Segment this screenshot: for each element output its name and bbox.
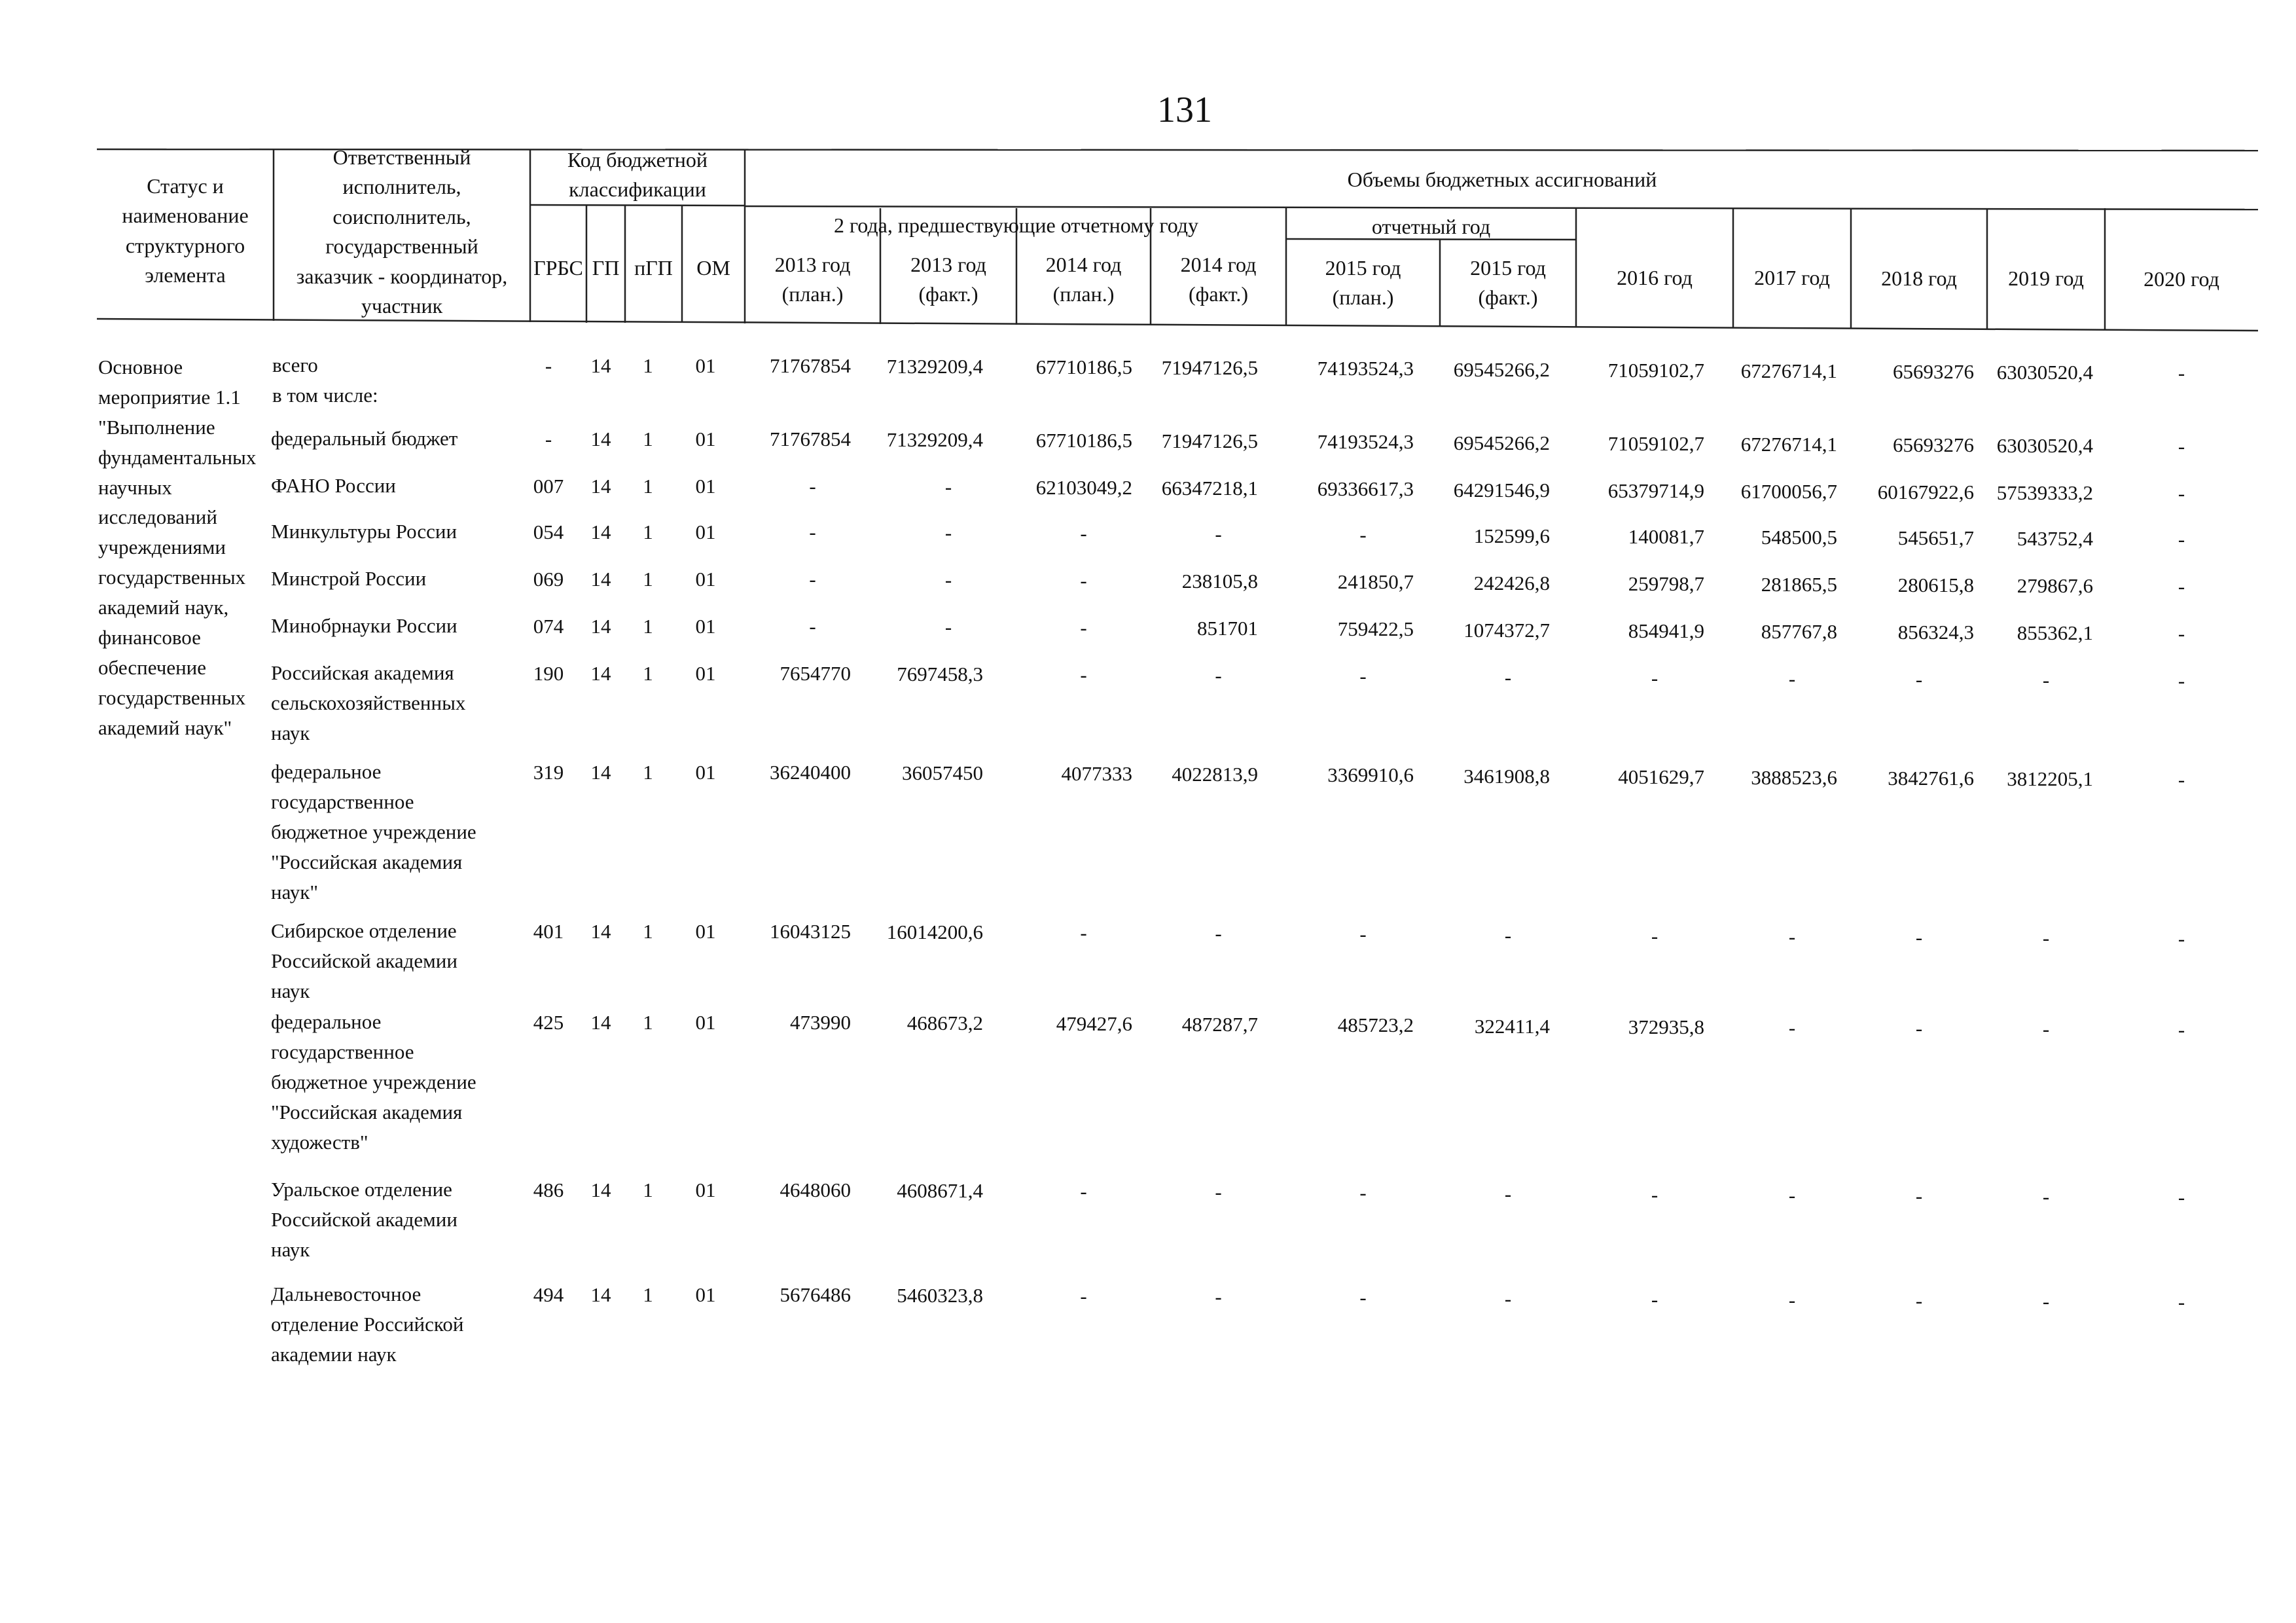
row-value-8: 65693276: [1893, 433, 1974, 456]
row-value-8: 545651,7: [1897, 526, 1974, 549]
row-value-4: 74193524,3: [1317, 430, 1414, 453]
row-pgp: 1: [643, 761, 653, 784]
row-value-4: 241850,7: [1337, 570, 1414, 593]
row-value-5: 152599,6: [1473, 524, 1550, 547]
row-participant-label: Минкультуры России: [271, 520, 457, 543]
row-value-9: 855362,1: [2017, 621, 2093, 644]
header-year-2: 2014 год (план.): [1045, 253, 1122, 306]
row-value-10: -: [2178, 927, 2185, 950]
row-value-9: 63030520,4: [1996, 434, 2093, 457]
row-value-7: -: [1788, 1016, 1796, 1039]
row-om: 01: [695, 428, 716, 450]
row-participant-label: федеральное государственное бюджетное учреждение "Российская академия художеств": [271, 1010, 476, 1154]
row-value-2: -: [1080, 569, 1087, 592]
row-value-4: -: [1359, 665, 1367, 687]
row-value-1: -: [944, 568, 952, 591]
row-value-7: -: [1788, 925, 1796, 948]
row-value-4: -: [1359, 523, 1367, 546]
row-value-5: -: [1504, 1287, 1512, 1310]
row-value-5: 69545266,2: [1453, 431, 1550, 454]
row-grbs: 054: [533, 520, 564, 543]
row-value-9: 543752,4: [2017, 527, 2093, 550]
row-gp: 14: [590, 920, 611, 943]
row-value-4: 74193524,3: [1317, 357, 1414, 380]
row-value-7: -: [1788, 667, 1796, 690]
row-value-2: 67710186,5: [1035, 429, 1132, 452]
row-value-9: -: [2042, 1017, 2050, 1040]
row-value-0: -: [809, 475, 816, 498]
row-value-0: 71767854: [770, 354, 851, 377]
row-value-0: 36240400: [770, 761, 851, 784]
row-value-1: 71329209,4: [886, 355, 983, 378]
row-value-3: 851701: [1197, 617, 1258, 640]
row-value-5: 3461908,8: [1463, 765, 1550, 788]
row-value-10: -: [2178, 1290, 2185, 1313]
row-gp: 14: [590, 615, 611, 638]
row-value-0: -: [809, 568, 816, 591]
row-value-0: 71767854: [770, 428, 851, 450]
row-value-0: -: [809, 615, 816, 638]
row-value-2: -: [1080, 1180, 1087, 1203]
row-value-1: 7697458,3: [897, 663, 983, 685]
row-grbs: 319: [533, 761, 564, 784]
row-gp: 14: [590, 1011, 611, 1034]
row-pgp: 1: [643, 354, 653, 377]
header-year-10: 2020 год: [2144, 267, 2219, 291]
row-participant-label: Российская академия сельскохозяйственных наук: [271, 661, 466, 744]
row-value-8: -: [1915, 926, 1923, 949]
row-participant-label: Минобрнауки России: [271, 614, 457, 637]
row-value-6: -: [1651, 666, 1659, 689]
row-gp: 14: [590, 1283, 611, 1306]
row-pgp: 1: [643, 568, 653, 591]
row-grbs: 074: [533, 615, 564, 638]
row-value-5: -: [1504, 666, 1512, 689]
row-value-8: -: [1915, 1184, 1923, 1207]
row-value-10: -: [2178, 1186, 2185, 1209]
row-value-1: 16014200,6: [886, 921, 983, 943]
row-value-3: 238105,8: [1181, 570, 1258, 593]
row-value-8: -: [1915, 668, 1923, 691]
row-value-1: -: [944, 475, 952, 498]
row-value-7: 857767,8: [1761, 620, 1837, 643]
row-value-4: 69336617,3: [1317, 477, 1414, 500]
row-pgp: 1: [643, 1011, 653, 1034]
row-value-7: 61700056,7: [1740, 480, 1837, 503]
row-value-6: -: [1651, 1288, 1659, 1311]
row-value-5: 1074372,7: [1463, 619, 1550, 642]
header-year-6: 2016 год: [1617, 266, 1693, 289]
row-grbs: 425: [533, 1011, 564, 1034]
row-value-10: -: [2178, 622, 2185, 645]
row-value-3: 71947126,5: [1161, 356, 1258, 379]
header-year-1: 2013 год (факт.): [910, 253, 986, 306]
row-om: 01: [695, 662, 716, 685]
header-pgp: пГП: [634, 256, 673, 280]
row-value-3: 66347218,1: [1161, 477, 1258, 500]
row-om: 01: [695, 1178, 716, 1201]
row-value-8: 65693276: [1893, 360, 1974, 383]
row-participant-label: федеральное государственное бюджетное учреждение "Российская академия наук": [271, 760, 476, 903]
row-value-7: 67276714,1: [1740, 359, 1837, 382]
row-participant-label: Дальневосточное отделение Российской академии наук: [271, 1283, 464, 1366]
row-value-10: -: [2178, 768, 2185, 791]
header-subrule-1: [745, 206, 2258, 210]
row-value-5: 322411,4: [1474, 1015, 1550, 1038]
row-gp: 14: [590, 568, 611, 591]
row-value-2: -: [1080, 522, 1087, 545]
row-grbs: 069: [533, 568, 564, 591]
row-value-10: -: [2178, 435, 2185, 458]
row-value-7: 281865,5: [1761, 573, 1837, 596]
header-year-9: 2019 год: [2008, 266, 2084, 290]
row-value-2: -: [1080, 921, 1087, 944]
row-value-4: 3369910,6: [1327, 763, 1414, 786]
row-om: 01: [695, 475, 716, 498]
row-value-6: 65379714,9: [1607, 479, 1704, 502]
row-value-10: -: [2178, 528, 2185, 551]
row-value-6: 4051629,7: [1618, 765, 1704, 788]
row-value-9: -: [2042, 1185, 2050, 1208]
row-value-0: 16043125: [770, 920, 851, 943]
row-pgp: 1: [643, 428, 653, 450]
row-value-4: -: [1359, 1181, 1367, 1204]
header-report-year: отчетный год: [1371, 215, 1491, 238]
header-year-5: 2015 год (факт.): [1470, 256, 1546, 310]
row-value-7: 3888523,6: [1751, 766, 1837, 789]
code-subrule: [530, 205, 745, 206]
row-pgp: 1: [643, 475, 653, 498]
row-value-8: -: [1915, 1289, 1923, 1312]
structural-element-status: Основное мероприятие 1.1 "Выполнение фундаментальных научных исследований учреждениями государственных академий наук, финансовое обеспечение государственных академий наук": [98, 356, 257, 739]
row-value-6: 140081,7: [1628, 525, 1704, 548]
row-value-2: -: [1080, 1285, 1087, 1307]
row-om: 01: [695, 761, 716, 784]
row-gp: 14: [590, 761, 611, 784]
row-value-7: -: [1788, 1184, 1796, 1207]
row-pgp: 1: [643, 1178, 653, 1201]
row-value-4: -: [1359, 1286, 1367, 1309]
row-value-5: 69545266,2: [1453, 358, 1550, 381]
row-grbs: 401: [533, 920, 564, 943]
row-value-8: 280615,8: [1897, 574, 1974, 596]
header-year-7: 2017 год: [1754, 266, 1830, 289]
row-value-0: 4648060: [780, 1178, 851, 1201]
row-value-6: -: [1651, 1183, 1659, 1206]
row-grbs: 190: [533, 662, 564, 685]
row-value-4: -: [1359, 922, 1367, 945]
row-participant-label: Уральское отделение Российской академии наук: [271, 1178, 457, 1261]
row-value-0: -: [809, 520, 816, 543]
row-value-9: -: [2042, 926, 2050, 949]
header-year-4: 2015 год (план.): [1325, 256, 1401, 310]
row-value-6: 71059102,7: [1607, 432, 1704, 455]
row-participant-label: всего в том числе:: [272, 354, 378, 407]
header-om: ОМ: [696, 256, 730, 280]
row-om: 01: [695, 1283, 716, 1306]
row-value-10: -: [2178, 669, 2185, 692]
row-value-3: -: [1215, 922, 1222, 945]
row-value-5: -: [1504, 1182, 1512, 1205]
header-year-0: 2013 год (план.): [774, 253, 851, 306]
row-om: 01: [695, 520, 716, 543]
row-om: 01: [695, 354, 716, 377]
row-om: 01: [695, 920, 716, 943]
row-participant-label: Минстрой России: [271, 567, 427, 590]
row-value-1: 4608671,4: [897, 1179, 983, 1202]
row-value-7: 67276714,1: [1740, 433, 1837, 456]
row-value-8: -: [1915, 1017, 1923, 1040]
header-grbs: ГРБС: [533, 256, 583, 280]
row-pgp: 1: [643, 615, 653, 638]
row-gp: 14: [590, 662, 611, 685]
header-year-8: 2018 год: [1881, 266, 1957, 290]
row-value-8: 3842761,6: [1888, 767, 1974, 790]
header-status: Статус и наименование структурного элемента: [122, 174, 249, 287]
row-value-2: 479427,6: [1056, 1012, 1132, 1035]
header-budget-code: Код бюджетной классификации: [567, 148, 708, 202]
row-value-3: 4022813,9: [1172, 763, 1258, 786]
row-value-4: 485723,2: [1337, 1013, 1414, 1036]
row-value-10: -: [2178, 575, 2185, 598]
row-value-2: -: [1080, 616, 1087, 639]
row-value-2: -: [1080, 663, 1087, 686]
row-value-6: 372935,8: [1628, 1015, 1704, 1038]
row-value-9: 63030520,4: [1996, 361, 2093, 384]
row-value-6: 259798,7: [1628, 572, 1704, 595]
row-participant-label: ФАНО России: [271, 474, 396, 497]
row-value-7: 548500,5: [1761, 526, 1837, 549]
row-value-2: 62103049,2: [1035, 476, 1132, 499]
row-gp: 14: [590, 354, 611, 377]
row-grbs: -: [545, 354, 552, 377]
row-value-5: 242426,8: [1473, 572, 1550, 594]
row-pgp: 1: [643, 920, 653, 943]
row-value-7: -: [1788, 1288, 1796, 1311]
row-value-1: 468673,2: [906, 1012, 983, 1034]
row-value-9: -: [2042, 668, 2050, 691]
row-value-3: -: [1215, 522, 1222, 545]
row-value-10: -: [2178, 361, 2185, 384]
row-participant-label: федеральный бюджет: [271, 427, 458, 450]
page-number: 131: [1157, 90, 1212, 130]
header-year-3: 2014 год (факт.): [1180, 253, 1257, 306]
row-gp: 14: [590, 520, 611, 543]
row-om: 01: [695, 568, 716, 591]
row-value-8: 856324,3: [1897, 621, 1974, 644]
row-value-0: 473990: [790, 1011, 851, 1034]
row-pgp: 1: [643, 520, 653, 543]
row-value-9: 3812205,1: [2007, 767, 2093, 790]
header-two-years: 2 года, предшествующие отчетному году: [833, 213, 1199, 237]
row-pgp: 1: [643, 662, 653, 685]
header-volumes: Объемы бюджетных ассигнований: [1347, 168, 1657, 191]
row-grbs: 494: [533, 1283, 564, 1306]
row-om: 01: [695, 615, 716, 638]
row-value-1: -: [944, 615, 952, 638]
row-value-1: 71329209,4: [886, 428, 983, 451]
row-value-4: 759422,5: [1337, 617, 1414, 640]
row-value-3: -: [1215, 1285, 1222, 1308]
row-value-9: 279867,6: [2017, 574, 2093, 597]
row-value-3: 487287,7: [1181, 1013, 1258, 1036]
row-value-3: -: [1215, 1180, 1222, 1203]
row-value-2: 67710186,5: [1035, 356, 1132, 378]
row-value-10: -: [2178, 1018, 2185, 1041]
row-om: 01: [695, 1011, 716, 1034]
row-grbs: -: [545, 428, 552, 450]
row-gp: 14: [590, 1178, 611, 1201]
row-value-1: 5460323,8: [897, 1284, 983, 1307]
row-value-0: 5676486: [780, 1283, 851, 1306]
row-value-0: 7654770: [780, 662, 851, 685]
header-gp: ГП: [592, 256, 620, 280]
header-responsible: Ответственный исполнитель, соисполнитель, государственный заказчик - координатор, участник: [296, 145, 508, 318]
row-value-9: 57539333,2: [1996, 481, 2093, 504]
row-value-3: 71947126,5: [1161, 429, 1258, 452]
row-value-6: 854941,9: [1628, 619, 1704, 642]
row-grbs: 007: [533, 475, 564, 498]
row-value-8: 60167922,6: [1877, 481, 1974, 503]
row-value-1: 36057450: [902, 761, 983, 784]
row-value-9: -: [2042, 1290, 2050, 1313]
row-value-10: -: [2178, 482, 2185, 505]
row-value-1: -: [944, 521, 952, 544]
row-grbs: 486: [533, 1178, 564, 1201]
row-value-3: -: [1215, 664, 1222, 687]
row-gp: 14: [590, 475, 611, 498]
row-pgp: 1: [643, 1283, 653, 1306]
row-gp: 14: [590, 428, 611, 450]
row-participant-label: Сибирское отделение Российской академии наук: [271, 919, 457, 1002]
row-value-5: -: [1504, 924, 1512, 947]
row-value-6: 71059102,7: [1607, 359, 1704, 382]
row-value-6: -: [1651, 924, 1659, 947]
row-value-2: 4077333: [1061, 762, 1132, 785]
row-value-5: 64291546,9: [1453, 479, 1550, 501]
